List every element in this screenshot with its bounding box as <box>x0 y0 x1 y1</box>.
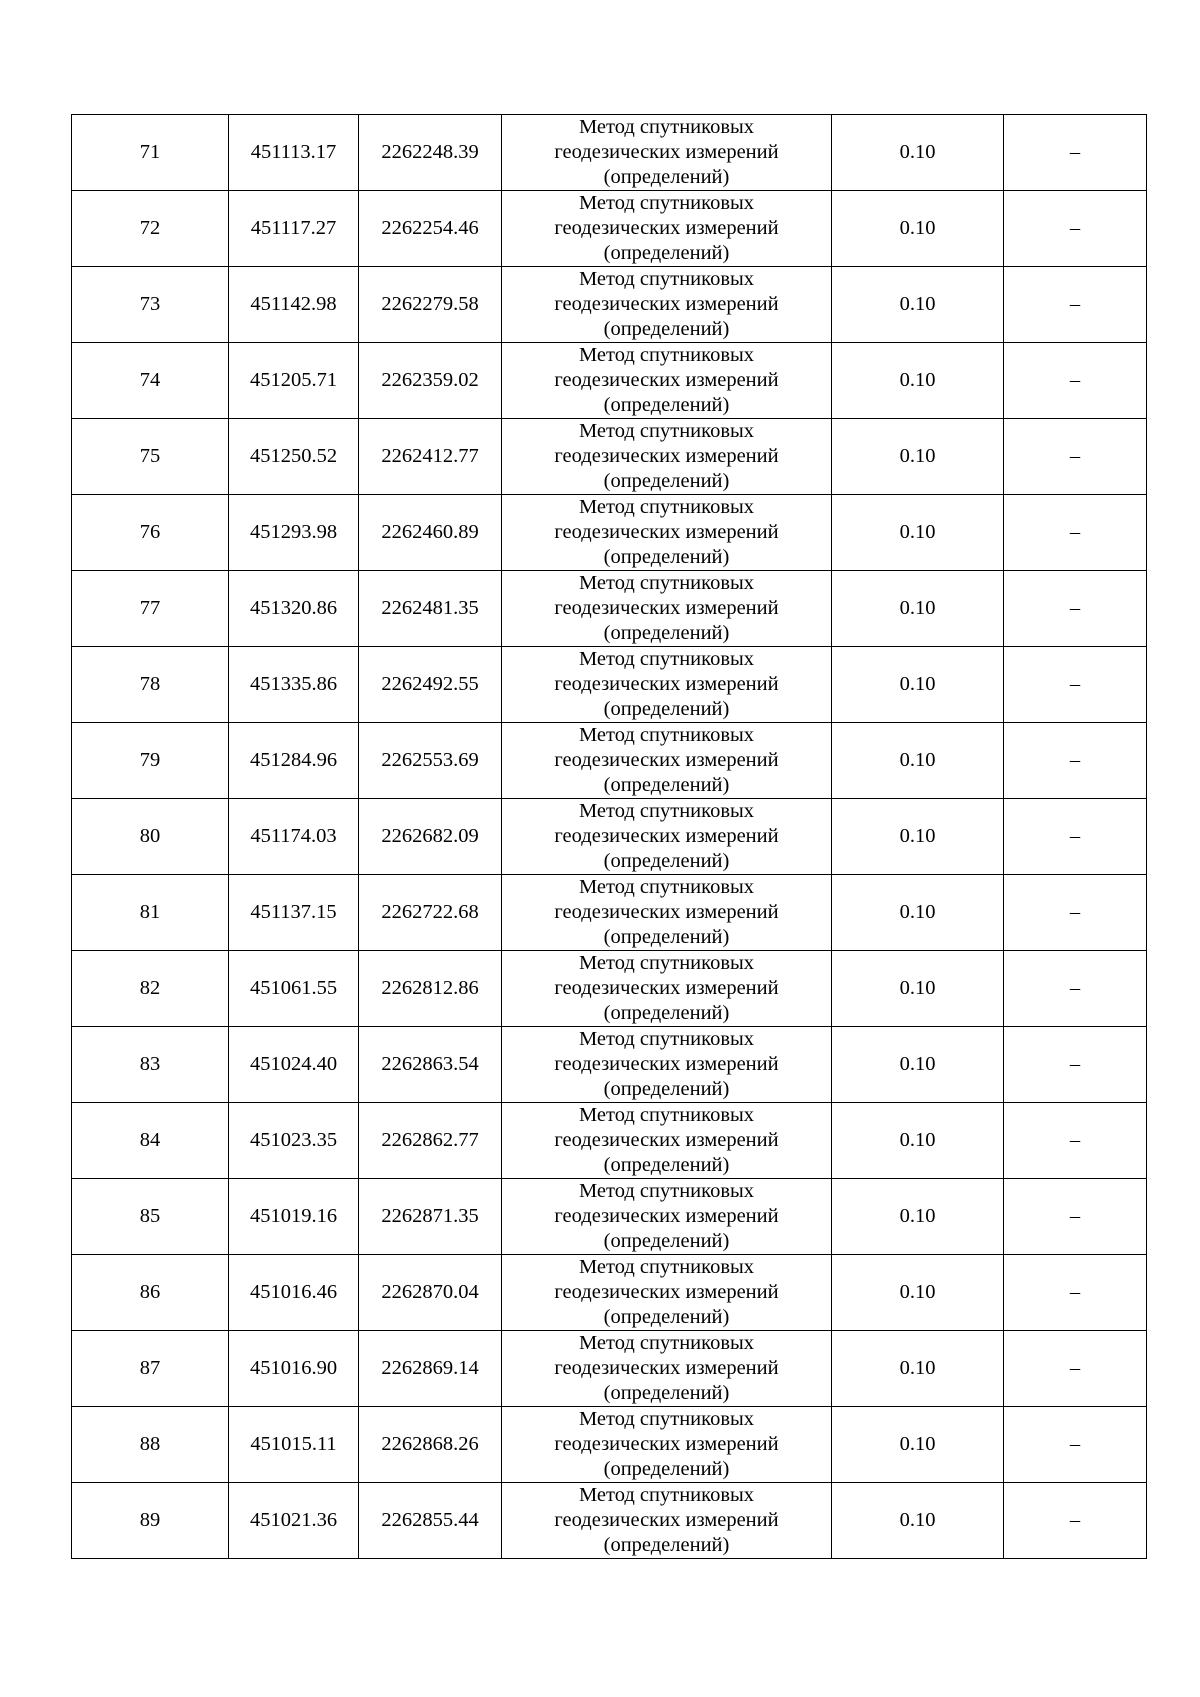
method-text-line: геодезических измерений <box>554 369 779 391</box>
accuracy-cell: 0.10 <box>832 571 1004 647</box>
method-cell <box>502 115 832 191</box>
table-row <box>72 571 1147 647</box>
method-cell <box>502 419 832 495</box>
method-text-line: (определений) <box>603 1154 730 1176</box>
method-text-line: (определений) <box>603 1458 730 1480</box>
method-cell <box>502 571 832 647</box>
point-number-cell: 81 <box>72 875 229 951</box>
coordinate-x-cell: 451205.71 <box>229 343 359 419</box>
table-row <box>72 1027 1147 1103</box>
coordinate-x-cell: 451113.17 <box>229 115 359 191</box>
accuracy-cell: 0.10 <box>832 723 1004 799</box>
method-text-line: Метод спутниковых <box>578 800 755 822</box>
coordinate-x-cell: 451320.86 <box>229 571 359 647</box>
table-row <box>72 1255 1147 1331</box>
note-cell: – <box>1004 343 1147 419</box>
note-cell: – <box>1004 1179 1147 1255</box>
accuracy-cell: 0.10 <box>832 875 1004 951</box>
method-text-line: геодезических измерений <box>554 901 779 923</box>
method-text-line: Метод спутниковых <box>578 420 755 442</box>
note-cell: – <box>1004 191 1147 267</box>
method-cell <box>502 1483 832 1559</box>
coordinate-x-cell: 451335.86 <box>229 647 359 723</box>
point-number-cell: 87 <box>72 1331 229 1407</box>
method-text-line: геодезических измерений <box>554 1433 779 1455</box>
method-text-line: (определений) <box>603 1306 730 1328</box>
method-text-line: (определений) <box>603 774 730 796</box>
method-cell <box>502 1407 832 1483</box>
note-cell: – <box>1004 647 1147 723</box>
point-number-cell: 77 <box>72 571 229 647</box>
coordinate-y-cell: 2262359.02 <box>359 343 502 419</box>
method-text-line: (определений) <box>603 1382 730 1404</box>
coordinate-y-cell: 2262870.04 <box>359 1255 502 1331</box>
accuracy-cell: 0.10 <box>832 343 1004 419</box>
coordinate-x-cell: 451137.15 <box>229 875 359 951</box>
accuracy-cell: 0.10 <box>832 1103 1004 1179</box>
method-text-line: Метод спутниковых <box>578 724 755 746</box>
method-text-line: (определений) <box>603 242 730 264</box>
table-row <box>72 267 1147 343</box>
method-text-line: (определений) <box>603 546 730 568</box>
coordinate-x-cell: 451174.03 <box>229 799 359 875</box>
note-cell: – <box>1004 799 1147 875</box>
coordinate-x-cell: 451284.96 <box>229 723 359 799</box>
method-cell <box>502 1255 832 1331</box>
table-row <box>72 799 1147 875</box>
coordinate-x-cell: 451021.36 <box>229 1483 359 1559</box>
note-cell: – <box>1004 1255 1147 1331</box>
method-text-line: (определений) <box>603 394 730 416</box>
method-text-line: (определений) <box>603 622 730 644</box>
accuracy-cell: 0.10 <box>832 1027 1004 1103</box>
table-row <box>72 951 1147 1027</box>
note-cell: – <box>1004 1331 1147 1407</box>
method-text-line: (определений) <box>603 318 730 340</box>
method-cell <box>502 1027 832 1103</box>
method-text-line: (определений) <box>603 1002 730 1024</box>
method-text-line: геодезических измерений <box>554 1205 779 1227</box>
coordinate-x-cell: 451142.98 <box>229 267 359 343</box>
coordinate-y-cell: 2262254.46 <box>359 191 502 267</box>
point-number-cell: 75 <box>72 419 229 495</box>
point-number-cell: 86 <box>72 1255 229 1331</box>
coordinate-y-cell: 2262481.35 <box>359 571 502 647</box>
method-cell <box>502 951 832 1027</box>
method-text-line: геодезических измерений <box>554 977 779 999</box>
table-row <box>72 647 1147 723</box>
coordinate-y-cell: 2262869.14 <box>359 1331 502 1407</box>
method-text-line: геодезических измерений <box>554 749 779 771</box>
method-cell <box>502 1331 832 1407</box>
method-text-line: геодезических измерений <box>554 673 779 695</box>
coordinate-y-cell: 2262553.69 <box>359 723 502 799</box>
accuracy-cell: 0.10 <box>832 1331 1004 1407</box>
coordinate-y-cell: 2262812.86 <box>359 951 502 1027</box>
method-text-line: Метод спутниковых <box>578 1104 755 1126</box>
coordinate-x-cell: 451293.98 <box>229 495 359 571</box>
method-text-line: Метод спутниковых <box>578 1484 755 1506</box>
coordinate-x-cell: 451015.11 <box>229 1407 359 1483</box>
table-row <box>72 115 1147 191</box>
method-text-line: Метод спутниковых <box>578 496 755 518</box>
point-number-cell: 76 <box>72 495 229 571</box>
method-text-line: Метод спутниковых <box>578 1028 755 1050</box>
note-cell: – <box>1004 875 1147 951</box>
method-text-line: (определений) <box>603 926 730 948</box>
note-cell: – <box>1004 267 1147 343</box>
method-text-line: Метод спутниковых <box>578 876 755 898</box>
method-text-line: Метод спутниковых <box>578 1180 755 1202</box>
method-text-line: (определений) <box>603 1534 730 1556</box>
table-row <box>72 723 1147 799</box>
coordinate-y-cell: 2262722.68 <box>359 875 502 951</box>
method-text-line: геодезических измерений <box>554 445 779 467</box>
note-cell: – <box>1004 723 1147 799</box>
method-text-line: (определений) <box>603 166 730 188</box>
point-number-cell: 82 <box>72 951 229 1027</box>
coordinate-y-cell: 2262871.35 <box>359 1179 502 1255</box>
method-cell <box>502 647 832 723</box>
point-number-cell: 88 <box>72 1407 229 1483</box>
method-text-line: Метод спутниковых <box>578 1408 755 1430</box>
method-cell <box>502 875 832 951</box>
method-text-line: Метод спутниковых <box>578 344 755 366</box>
method-text-line: Метод спутниковых <box>578 1332 755 1354</box>
method-text-line: геодезических измерений <box>554 825 779 847</box>
point-number-cell: 83 <box>72 1027 229 1103</box>
point-number-cell: 80 <box>72 799 229 875</box>
method-cell <box>502 343 832 419</box>
accuracy-cell: 0.10 <box>832 1255 1004 1331</box>
method-text-line: геодезических измерений <box>554 1281 779 1303</box>
point-number-cell: 79 <box>72 723 229 799</box>
coordinate-y-cell: 2262248.39 <box>359 115 502 191</box>
table-row <box>72 875 1147 951</box>
accuracy-cell: 0.10 <box>832 1483 1004 1559</box>
point-number-cell: 73 <box>72 267 229 343</box>
method-text-line: (определений) <box>603 850 730 872</box>
accuracy-cell: 0.10 <box>832 1407 1004 1483</box>
point-number-cell: 72 <box>72 191 229 267</box>
point-number-cell: 89 <box>72 1483 229 1559</box>
coordinate-y-cell: 2262460.89 <box>359 495 502 571</box>
table-row <box>72 1331 1147 1407</box>
coordinate-y-cell: 2262279.58 <box>359 267 502 343</box>
method-text-line: Метод спутниковых <box>578 192 755 214</box>
method-text-line: (определений) <box>603 698 730 720</box>
table-row <box>72 1407 1147 1483</box>
note-cell: – <box>1004 1027 1147 1103</box>
method-text-line: Метод спутниковых <box>578 952 755 974</box>
table-row <box>72 191 1147 267</box>
coordinate-y-cell: 2262492.55 <box>359 647 502 723</box>
method-cell <box>502 1179 832 1255</box>
coordinate-y-cell: 2262682.09 <box>359 799 502 875</box>
method-cell <box>502 191 832 267</box>
coordinate-x-cell: 451016.46 <box>229 1255 359 1331</box>
method-cell <box>502 495 832 571</box>
coordinate-x-cell: 451117.27 <box>229 191 359 267</box>
note-cell: – <box>1004 571 1147 647</box>
table-row <box>72 343 1147 419</box>
point-number-cell: 78 <box>72 647 229 723</box>
method-cell <box>502 267 832 343</box>
coordinate-y-cell: 2262855.44 <box>359 1483 502 1559</box>
method-text-line: геодезических измерений <box>554 597 779 619</box>
table-row <box>72 495 1147 571</box>
accuracy-cell: 0.10 <box>832 191 1004 267</box>
table-row <box>72 1483 1147 1559</box>
accuracy-cell: 0.10 <box>832 267 1004 343</box>
coordinate-x-cell: 451019.16 <box>229 1179 359 1255</box>
method-text-line: Метод спутниковых <box>578 116 755 138</box>
note-cell: – <box>1004 419 1147 495</box>
coordinate-x-cell: 451250.52 <box>229 419 359 495</box>
accuracy-cell: 0.10 <box>832 951 1004 1027</box>
accuracy-cell: 0.10 <box>832 1179 1004 1255</box>
note-cell: – <box>1004 495 1147 571</box>
table-row <box>72 1179 1147 1255</box>
method-text-line: Метод спутниковых <box>578 1256 755 1278</box>
method-text-line: геодезических измерений <box>554 521 779 543</box>
coordinate-x-cell: 451061.55 <box>229 951 359 1027</box>
note-cell: – <box>1004 1483 1147 1559</box>
method-text-line: геодезических измерений <box>554 217 779 239</box>
accuracy-cell: 0.10 <box>832 115 1004 191</box>
coordinates-table-body <box>72 115 1147 1559</box>
coordinates-table <box>71 114 1147 1559</box>
method-text-line: геодезических измерений <box>554 1357 779 1379</box>
coordinate-x-cell: 451016.90 <box>229 1331 359 1407</box>
accuracy-cell: 0.10 <box>832 419 1004 495</box>
table-row <box>72 419 1147 495</box>
note-cell: – <box>1004 951 1147 1027</box>
note-cell: – <box>1004 115 1147 191</box>
coordinate-y-cell: 2262868.26 <box>359 1407 502 1483</box>
coordinate-x-cell: 451023.35 <box>229 1103 359 1179</box>
method-text-line: геодезических измерений <box>554 293 779 315</box>
accuracy-cell: 0.10 <box>832 799 1004 875</box>
point-number-cell: 71 <box>72 115 229 191</box>
method-cell <box>502 799 832 875</box>
method-text-line: (определений) <box>603 1230 730 1252</box>
point-number-cell: 74 <box>72 343 229 419</box>
method-text-line: (определений) <box>603 1078 730 1100</box>
method-text-line: Метод спутниковых <box>578 648 755 670</box>
method-text-line: Метод спутниковых <box>578 572 755 594</box>
method-cell <box>502 723 832 799</box>
table-row <box>72 1103 1147 1179</box>
coordinate-y-cell: 2262863.54 <box>359 1027 502 1103</box>
note-cell: – <box>1004 1103 1147 1179</box>
method-text-line: геодезических измерений <box>554 1129 779 1151</box>
coordinate-y-cell: 2262862.77 <box>359 1103 502 1179</box>
accuracy-cell: 0.10 <box>832 647 1004 723</box>
coordinate-x-cell: 451024.40 <box>229 1027 359 1103</box>
method-text-line: геодезических измерений <box>554 1509 779 1531</box>
note-cell: – <box>1004 1407 1147 1483</box>
method-text-line: Метод спутниковых <box>578 268 755 290</box>
method-text-line: геодезических измерений <box>554 141 779 163</box>
point-number-cell: 85 <box>72 1179 229 1255</box>
coordinate-y-cell: 2262412.77 <box>359 419 502 495</box>
accuracy-cell: 0.10 <box>832 495 1004 571</box>
method-cell <box>502 1103 832 1179</box>
point-number-cell: 84 <box>72 1103 229 1179</box>
method-text-line: геодезических измерений <box>554 1053 779 1075</box>
method-text-line: (определений) <box>603 470 730 492</box>
